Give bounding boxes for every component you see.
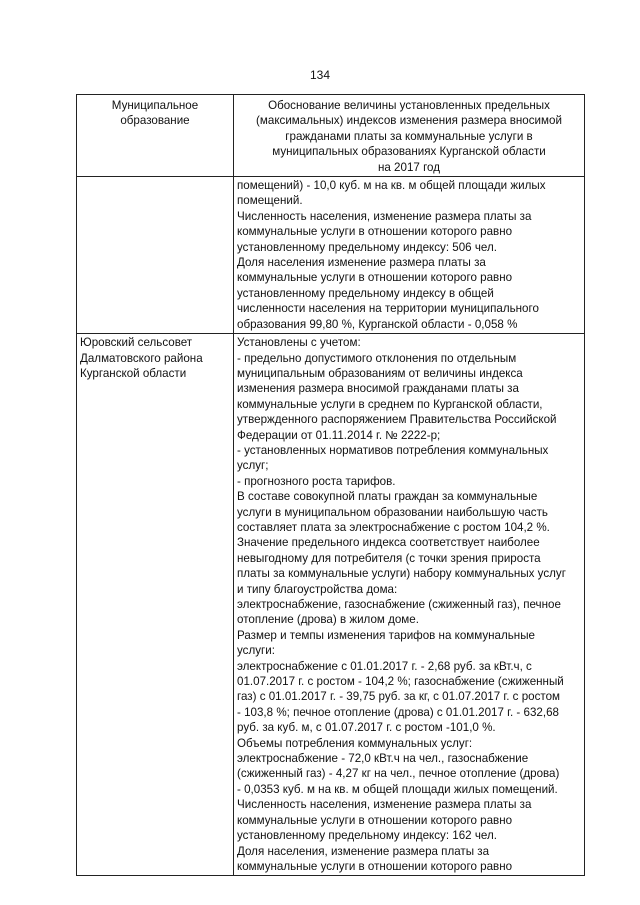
municipality-name-line: Далматовского района <box>80 351 203 365</box>
justification-text-line: услуги: <box>237 644 275 658</box>
justification-text-line: коммунальные услуги в отношении которого равно <box>237 813 513 827</box>
justification-text-line: газ) с 01.01.2017 г. - 39,75 руб. за кг, с 01.07.2017 г. с ростом <box>237 690 560 704</box>
header-justification <box>234 95 585 177</box>
municipality-cell <box>77 177 234 334</box>
justification-text-line: - предельно допустимого отклонения по отдельным <box>237 351 517 365</box>
justification-text-line: услуг; <box>237 459 269 473</box>
justification-text-line: отопление (дрова) в жилом доме. <box>237 613 419 627</box>
justification-table <box>76 94 585 876</box>
justification-text-line: утвержденного распоряжением Правительства Российской <box>237 413 557 427</box>
justification-text-line: коммунальные услуги в отношении которого равно <box>237 859 513 873</box>
justification-text-line: - 0,0353 куб. м на кв. м общей площади жилых помещений. <box>237 782 558 796</box>
justification-text-line: Объемы потребления коммунальных услуг: <box>237 736 473 750</box>
header-justification-line: Обоснование величины установленных предельных <box>268 99 550 112</box>
municipality-name-line: Юровский сельсовет <box>80 336 193 350</box>
justification-text-line: (сжиженный газ) - 4,27 кг на чел., печное отопление (дрова) <box>237 767 560 781</box>
justification-text-line: - 103,8 %; печное отопление (дрова) с 01.01.2017 г. - 632,68 <box>237 705 559 719</box>
justification-text-line: коммунальные услуги в отношении которого равно <box>237 271 513 285</box>
justification-text-line: составляет плата за электроснабжение с ростом 104,2 %. <box>237 520 550 534</box>
justification-text-line: образования 99,80 %, Курганской области - 0,058 % <box>237 317 518 331</box>
justification-text-line: электроснабжение - 72,0 кВт.ч на чел., газоснабжение <box>237 752 529 766</box>
municipality-name-line: Курганской области <box>80 366 187 380</box>
header-justification-line: муниципальных образованиях Курганской области <box>272 145 546 159</box>
table-row <box>77 334 585 876</box>
justification-text-line: коммунальные услуги в среднем по Курганской области, <box>237 397 543 411</box>
header-justification-line: гражданами платы за коммунальные услуги в <box>285 129 533 143</box>
justification-text-line: установленному предельному индексу в общей <box>237 286 494 300</box>
municipality-cell <box>77 334 234 876</box>
justification-cell <box>234 177 585 334</box>
header-municipality-line: образование <box>120 114 190 128</box>
justification-text-line: Доля населения, изменение размера платы за <box>237 844 490 858</box>
justification-text-line: установленному предельному индексу: 506 чел. <box>237 240 497 254</box>
justification-text-line: муниципальным образованиям от величины индекса <box>237 366 523 380</box>
justification-text-line: 01.07.2017 г. с ростом - 104,2 %; газоснабжение (сжиженный <box>237 675 564 689</box>
justification-text-line: Установлены с учетом: <box>237 336 361 350</box>
justification-text-line: численности населения на территории муниципального <box>237 302 539 316</box>
header-municipality-line: Муниципальное <box>111 99 199 112</box>
justification-cell <box>234 334 585 876</box>
page-number: 134 <box>309 68 331 82</box>
justification-text-line: электроснабжение, газоснабжение (сжиженный газ), печное <box>237 598 561 611</box>
justification-text-line: руб. за куб. м, с 01.07.2017 г. с ростом -101,0 %. <box>237 721 496 735</box>
header-justification-line: (максимальных) индексов изменения размера вносимой <box>256 114 562 128</box>
justification-text-line: Численность населения, изменение размера платы за <box>237 209 532 223</box>
justification-text-line: Численность населения, изменение размера платы за <box>237 798 532 812</box>
justification-text-line: помещений. <box>237 194 303 208</box>
justification-text-line: коммунальные услуги в отношении которого равно <box>237 225 513 239</box>
justification-text-line: В составе совокупной платы граждан за коммунальные <box>237 490 538 504</box>
justification-text-line: изменения размера вносимой гражданами платы за <box>237 382 519 396</box>
justification-text-line: - установленных нормативов потребления коммунальных <box>237 443 549 457</box>
justification-text-line: и типу благоустройства дома: <box>237 582 398 596</box>
justification-text-line: установленному предельному индексу: 162 чел. <box>237 829 497 843</box>
table-header-row <box>77 95 585 177</box>
justification-text-line: - прогнозного роста тарифов. <box>237 474 396 488</box>
justification-text-line: помещений) - 10,0 куб. м на кв. м общей площади жилых <box>237 179 546 193</box>
justification-text-line: Доля населения изменение размера платы за <box>237 256 486 270</box>
table-row <box>77 177 585 334</box>
justification-text-line: невыгодному для потребителя (с точки зрения прироста <box>237 551 541 565</box>
justification-text-line: Федерации от 01.11.2014 г. № 2222-р; <box>237 428 441 442</box>
justification-text-line: услуги в муниципальном образовании наибольшую часть <box>237 505 548 519</box>
justification-text-line: Размер и темпы изменения тарифов на коммунальные <box>237 628 535 642</box>
justification-text-line: электроснабжение с 01.01.2017 г. - 2,68 руб. за кВт.ч, с <box>237 659 532 673</box>
header-justification-line: на 2017 год <box>377 160 441 174</box>
header-municipality <box>77 95 234 177</box>
justification-text-line: Значение предельного индекса соответствует наиболее <box>237 536 540 550</box>
justification-text-line: платы за коммунальные услуги) набору коммунальных услуг <box>237 567 566 581</box>
